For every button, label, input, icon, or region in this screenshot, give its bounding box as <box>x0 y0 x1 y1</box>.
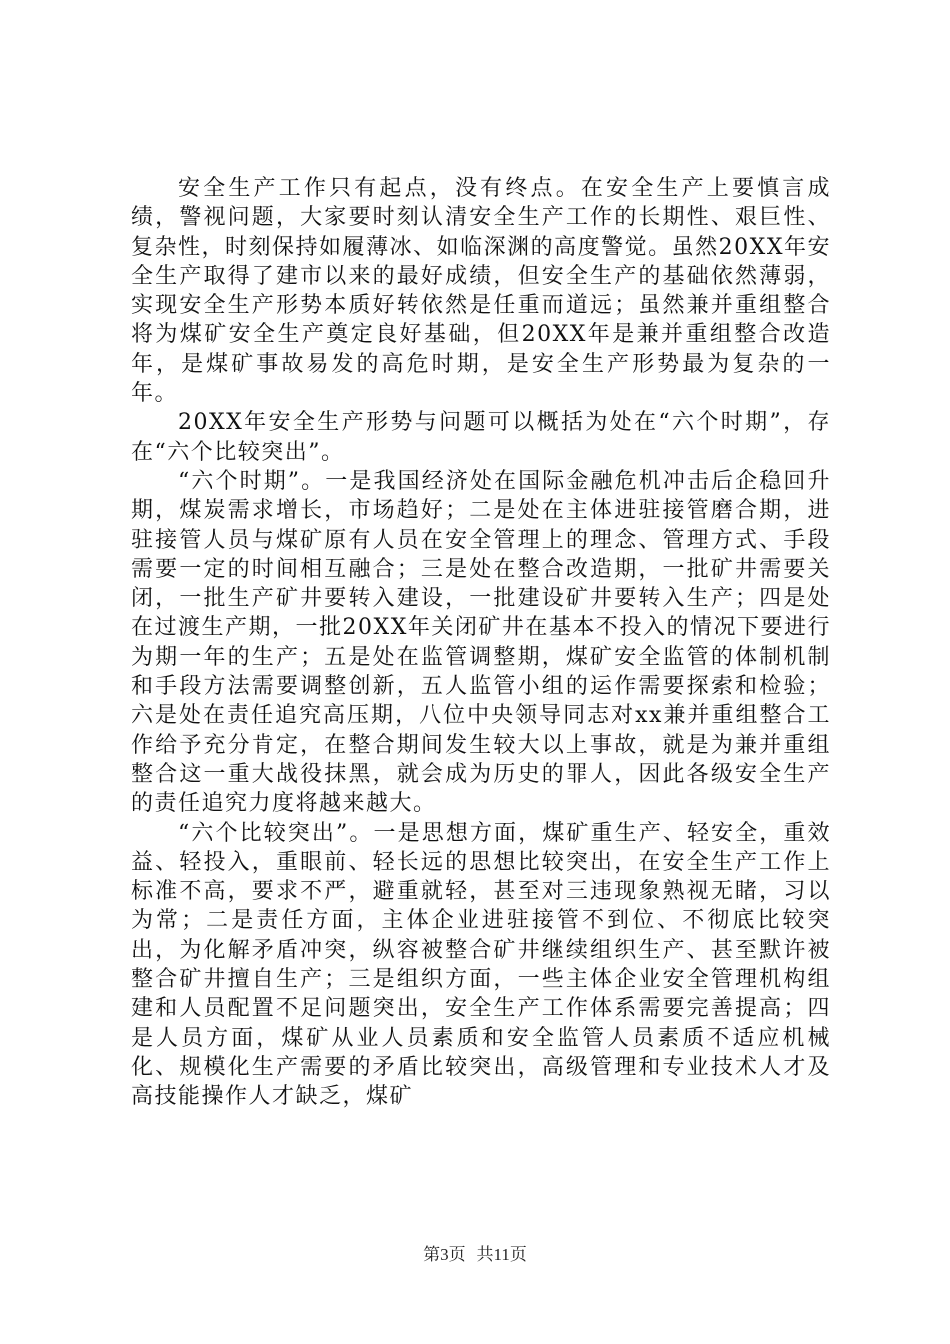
total-pages-number: 11 <box>493 1245 510 1264</box>
paragraph-1: 安全生产工作只有起点，没有终点。在安全生产上要慎言成绩，警视问题，大家要时刻认清安全生产工作的长期性、艰巨性、复杂性，时刻保持如履薄冰、如临深渊的高度警觉。虽然20XX年安全生产取得了建市以来的最好成绩，但安全生产的基础依然薄弱，实现安全生产形势本质好转依然是任重而道远；虽然兼并重组整合将为煤矿安全生产奠定良好基础，但20XX年是兼并重组整合改造年，是煤矿事故易发的高危时期，是安全生产形势最为复杂的一年。 <box>131 176 831 407</box>
paragraph-4: “六个比较突出”。一是思想方面，煤矿重生产、轻安全，重效益、轻投入，重眼前、轻长远的思想比较突出，在安全生产工作上标准不高，要求不严，避重就轻，甚至对三违现象熟视无睹，习以为常；二是责任方面，主体企业进驻接管不到位、不彻底比较突出，为化解矛盾冲突，纵容被整合矿井继续组织生产、甚至默许被整合矿井擅自生产；三是组织方面，一些主体企业安全管理机构组建和人员配置不足问题突出，安全生产工作体系需要完善提高；四是人员方面，煤矿从业人员素质和安全监管人员素质不适应机械化、规模化生产需要的矛盾比较突出，高级管理和专业技术人才及高技能操作人才缺乏，煤矿 <box>131 820 831 1110</box>
page-footer <box>0 1244 950 1266</box>
current-page-number: 3 <box>440 1245 449 1264</box>
paragraph-2: 20XX年安全生产形势与问题可以概括为处在“六个时期”，存在“六个比较突出”。 <box>131 410 831 465</box>
footer-suffix: 页 <box>509 1245 527 1265</box>
footer-prefix: 第 <box>423 1245 441 1265</box>
paragraph-3: “六个时期”。一是我国经济处在国际金融危机冲击后企稳回升期，煤炭需求增长，市场趋好；二是处在主体进驻接管磨合期，进驻接管人员与煤矿原有人员在安全管理上的理念、管理方式、手段需要一定的时间相互融合；三是处在整合改造期，一批矿井需要关闭，一批生产矿井要转入建设，一批建设矿井要转入生产；四是处在过渡生产期，一批20XX年关闭矿井在基本不投入的情况下要进行为期一年的生产；五是处在监管调整期，煤矿安全监管的体制机制和手段方法需要调整创新，五人监管小组的运作需要探索和检验；六是处在责任追究高压期，八位中央领导同志对xx兼并重组整合工作给予充分肯定，在整合期间发生较大以上事故，就是为兼并重组整合这一重大战役抹黑，就会成为历史的罪人，因此各级安全生产的责任追究力度将越来越大。 <box>131 468 831 817</box>
footer-middle: 页 共 <box>448 1245 494 1265</box>
document-body <box>131 174 831 1112</box>
